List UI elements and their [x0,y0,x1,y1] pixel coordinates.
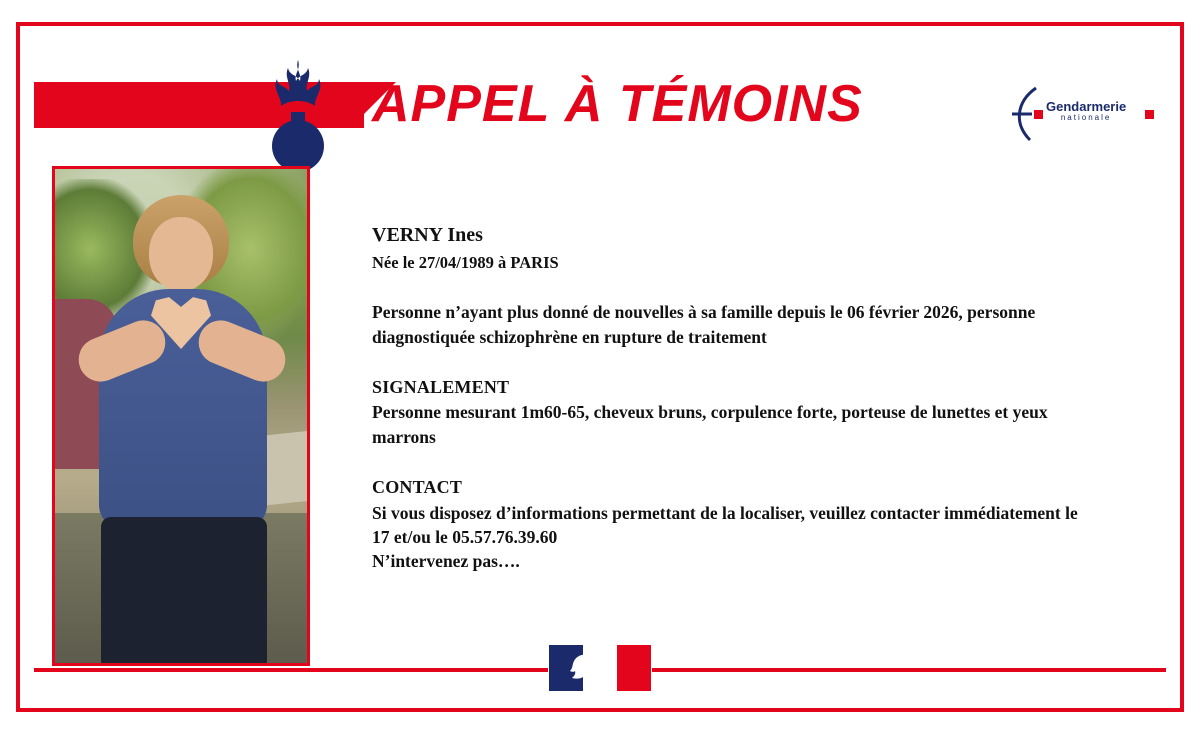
photo-image [55,169,307,663]
photo-person-face [149,217,213,291]
contact-heading: CONTACT [372,476,463,497]
contact-line-2: 17 et/ou le 05.57.76.39.60 [372,526,558,547]
contact-block [372,501,1112,573]
flag-blue-band [549,645,583,691]
person-name: VERNY Ines [372,224,483,246]
person-summary: Personne n’ayant plus donné de nouvelles à sa famille depuis le 06 février 2026, personne diagnostiquée schizophrène en rupture de traitement [372,302,1036,347]
poster-header [20,26,1180,146]
flag-red-band [617,645,651,691]
marianne-profile-icon [565,652,599,684]
gendarmerie-nationale-logo-icon [1006,86,1156,142]
logo-sub-text: nationale [1060,112,1112,122]
appel-a-temoins-poster [16,22,1184,712]
gendarmerie-flaming-grenade-icon [258,58,338,174]
signalement-body: Personne mesurant 1m60-65, cheveux bruns, corpulence forte, porteuse de lunettes et yeux marrons [372,402,1048,447]
french-republic-marianne-flag-icon [548,644,652,692]
page-title: APPEL À TÉMOINS [372,75,863,133]
contact-line-1: Si vous disposez d’informations permettant de la localiser, veuillez contacter immédiatement le [372,502,1078,523]
logo-text [1046,100,1126,122]
contact-line-3: N’intervenez pas…. [372,550,520,571]
signalement-heading: SIGNALEMENT [372,376,510,397]
poster-content [372,222,1112,573]
photo-person-shorts [101,517,267,666]
missing-person-photo [52,166,310,666]
person-birth: Née le 27/04/1989 à PARIS [372,252,559,272]
logo-main-text: Gendarmerie [1046,99,1127,114]
